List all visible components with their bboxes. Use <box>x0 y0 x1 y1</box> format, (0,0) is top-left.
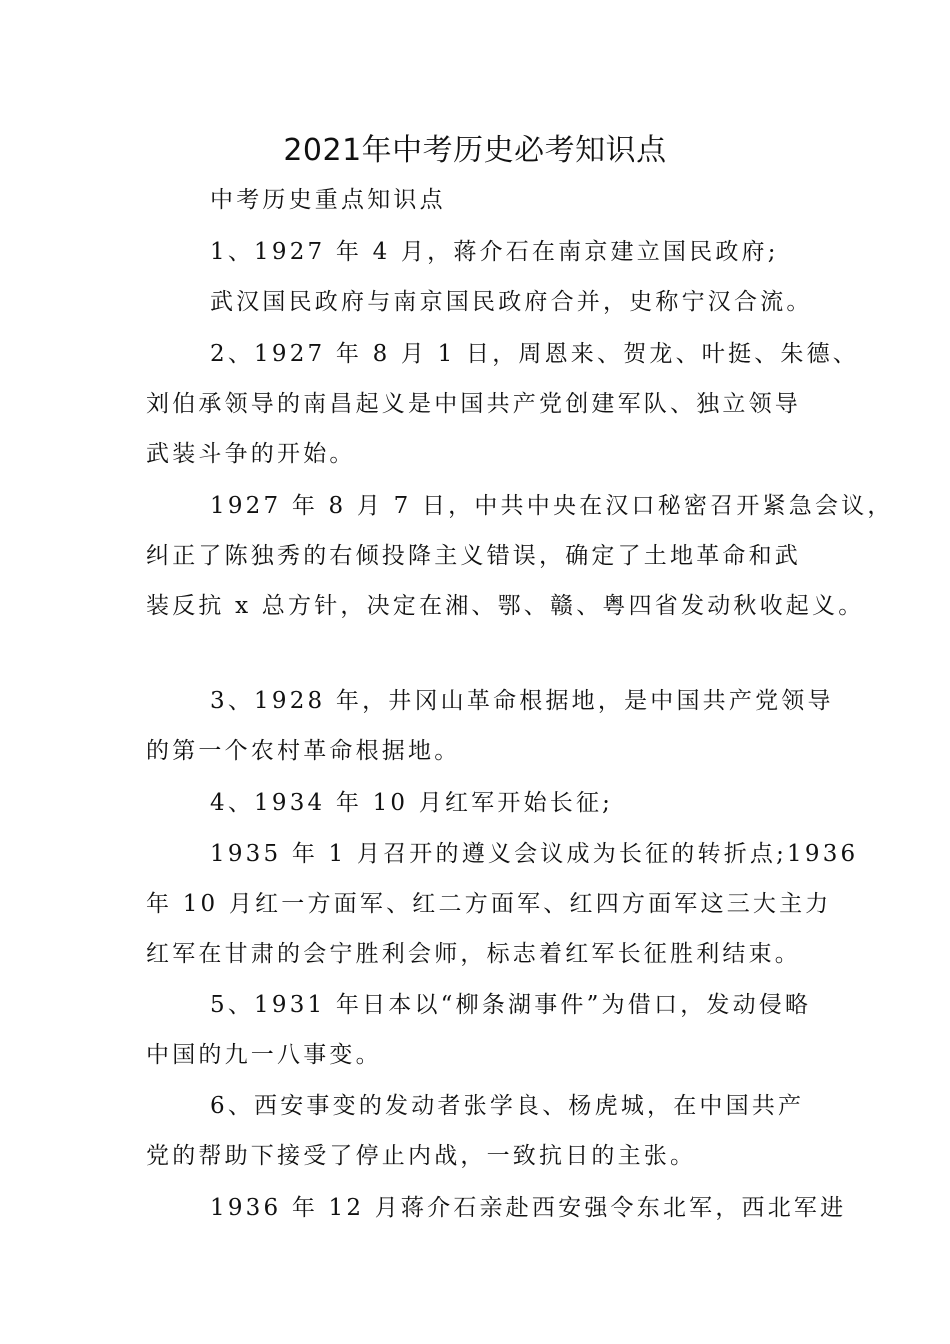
paragraph-line: 6、西安事变的发动者张学良、杨虎城，在中国共产 <box>210 1093 805 1119</box>
paragraph-line: 5、1931 年日本以“柳条湖事件”为借口，发动侵略 <box>210 992 812 1018</box>
paragraph-line: 党的帮助下接受了停止内战，一致抗日的主张。 <box>146 1143 697 1169</box>
paragraph-line: 4、1934 年 10 月红军开始长征; <box>210 790 614 816</box>
paragraph-line: 3、1928 年，井冈山革命根据地，是中国共产党领导 <box>210 688 834 714</box>
document-title: 2021年中考历史必考知识点 <box>283 133 667 168</box>
paragraph-line: 红军在甘肃的会宁胜利会师，标志着红军长征胜利结束。 <box>146 941 801 967</box>
paragraph-line: 武汉国民政府与南京国民政府合并，史称宁汉合流。 <box>210 289 813 315</box>
paragraph-line: 的第一个农村革命根据地。 <box>146 738 461 764</box>
paragraph-line: 纠正了陈独秀的右倾投降主义错误，确定了土地革命和武 <box>146 543 801 569</box>
paragraph-line: 1、1927 年 4 月，蒋介石在南京建立国民政府; <box>210 239 779 265</box>
paragraph-line: 刘伯承领导的南昌起义是中国共产党创建军队、独立领导 <box>146 391 801 417</box>
paragraph-line: 2、1927 年 8 月 1 日，周恩来、贺龙、叶挺、朱德、 <box>210 341 859 367</box>
paragraph-line: 1935 年 1 月召开的遵义会议成为长征的转折点;1936 <box>210 841 859 867</box>
paragraph-line: 1936 年 12 月蒋介石亲赴西安强令东北军，西北军进 <box>210 1195 847 1221</box>
paragraph-line: 装反抗 x 总方针，决定在湘、鄂、赣、粤四省发动秋收起义。 <box>146 593 865 619</box>
paragraph-line: 年 10 月红一方面军、红二方面军、红四方面军这三大主力 <box>146 891 832 917</box>
paragraph-line: 中国的九一八事变。 <box>146 1042 382 1068</box>
paragraph-line: 1927 年 8 月 7 日，中共中央在汉口秘密召开紧急会议， <box>210 493 894 519</box>
section-heading: 中考历史重点知识点 <box>210 187 446 213</box>
paragraph-line: 武装斗争的开始。 <box>146 441 356 467</box>
